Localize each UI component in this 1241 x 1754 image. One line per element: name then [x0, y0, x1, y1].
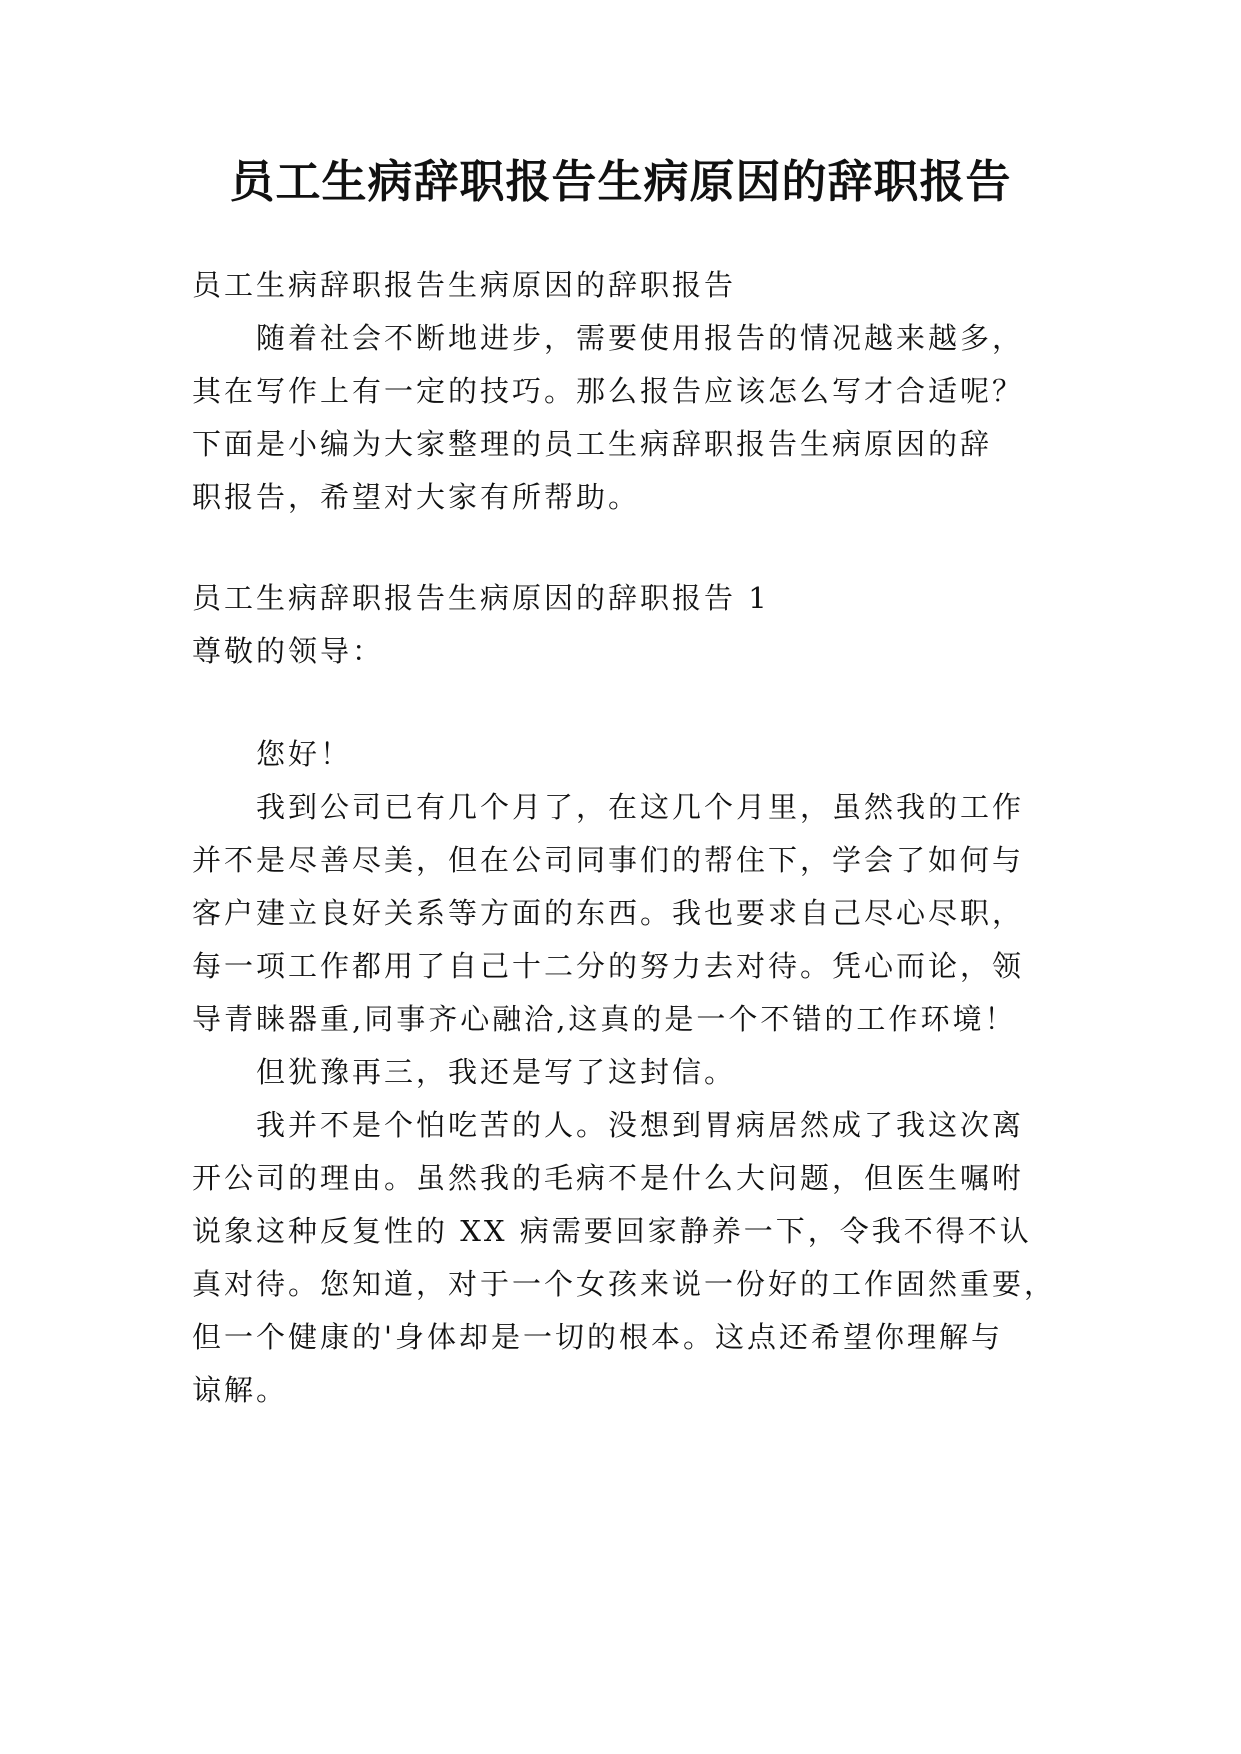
intro-paragraph-line: 随着社会不断地进步，需要使用报告的情况越来越多，	[256, 321, 1025, 355]
body-paragraph-line: 真对待。您知道，对于一个女孩来说一份好的工作固然重要，	[192, 1267, 1057, 1301]
intro-paragraph-line: 职报告，希望对大家有所帮助。	[192, 480, 641, 514]
body-paragraph-line: 导青睐器重,同事齐心融洽,这真的是一个不错的工作环境！	[192, 1002, 1017, 1036]
body-paragraph-line: 开公司的理由。虽然我的毛病不是什么大问题，但医生嘱咐	[192, 1161, 1025, 1195]
greeting: 您好！	[256, 737, 353, 771]
body-paragraph-line: 但犹豫再三，我还是写了这封信。	[256, 1055, 737, 1089]
body-paragraph-line: 我并不是个怕吃苦的人。没想到胃病居然成了我这次离	[256, 1108, 1025, 1142]
intro-paragraph-line: 其在写作上有一定的技巧。那么报告应该怎么写才合适呢？	[192, 374, 1025, 408]
body-paragraph-line: 我到公司已有几个月了，在这几个月里，虽然我的工作	[256, 790, 1025, 824]
intro-heading: 员工生病辞职报告生病原因的辞职报告	[192, 268, 737, 302]
body-paragraph-line: 并不是尽善尽美，但在公司同事们的帮住下，学会了如何与	[192, 843, 1025, 877]
body-paragraph-line: 客户建立良好关系等方面的东西。我也要求自己尽心尽职，	[192, 896, 1025, 930]
intro-paragraph-line: 下面是小编为大家整理的员工生病辞职报告生病原因的辞	[192, 427, 993, 461]
salutation: 尊敬的领导：	[192, 634, 385, 668]
body-paragraph-line: 说象这种反复性的 XX 病需要回家静养一下，令我不得不认	[192, 1214, 1032, 1248]
document-title: 员工生病辞职报告生病原因的辞职报告	[229, 155, 1012, 208]
body-paragraph-line: 每一项工作都用了自己十二分的努力去对待。凭心而论，领	[192, 949, 1025, 983]
body-paragraph-line: 谅解。	[192, 1373, 289, 1407]
body-paragraph-line: 但一个健康的'身体却是一切的根本。这点还希望你理解与	[192, 1320, 1003, 1354]
section-heading: 员工生病辞职报告生病原因的辞职报告 1	[192, 581, 770, 615]
